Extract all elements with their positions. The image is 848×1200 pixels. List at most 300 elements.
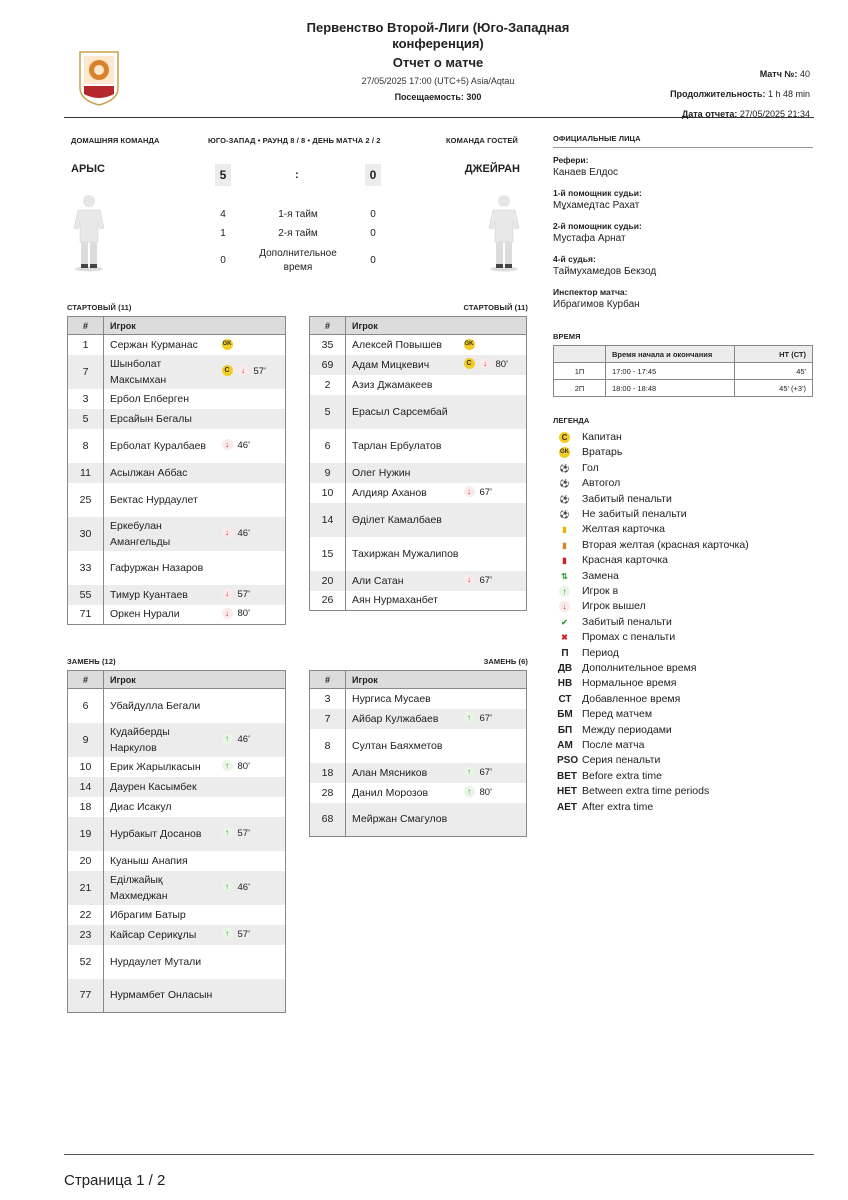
- time-table: [553, 345, 813, 397]
- legend-text: Дополнительное время: [582, 662, 697, 674]
- player-name: Кудайберды Наркулов: [104, 723, 220, 757]
- player-in-icon: ↑: [222, 928, 233, 939]
- player-row: [310, 395, 527, 429]
- round-label: ЮГО-ЗАПАД • РАУНД 8 / 8 • ДЕНЬ МАТЧА 2 / 2: [208, 136, 381, 145]
- player-name: Сержан Курманас: [110, 338, 198, 351]
- player-events: [462, 375, 527, 395]
- away-subs-table: [309, 670, 527, 837]
- player-name: Ербол Епберген: [110, 392, 190, 405]
- player-name: Алан Мясников: [346, 763, 462, 783]
- period-et-home: 0: [220, 255, 226, 266]
- goal-icon: ⚽: [559, 463, 570, 473]
- official-role: Рефери:: [553, 155, 589, 165]
- legend-label: ЛЕГЕНДА: [553, 416, 590, 425]
- player-events: [462, 355, 527, 375]
- player-events: [220, 551, 286, 585]
- player-row: [68, 463, 286, 483]
- player-events: [462, 591, 527, 611]
- legend-text: Before extra time: [582, 769, 662, 782]
- player-events: [220, 585, 286, 605]
- player-events: [220, 925, 286, 945]
- legend-abbr: PSO: [557, 755, 579, 767]
- legend-text: Период: [582, 646, 619, 659]
- player-row: [68, 517, 286, 551]
- player-events: [220, 757, 286, 777]
- period-1-label: 1-я тайм: [278, 209, 318, 220]
- legend-text: Промах с пенальти: [582, 631, 676, 644]
- player-events: [462, 395, 527, 429]
- player-events: [220, 409, 286, 429]
- player-number: 11: [68, 463, 104, 483]
- player-name: Азиз Джамакеев: [352, 378, 433, 391]
- player-row: [68, 757, 286, 777]
- player-events: [220, 797, 286, 817]
- official-entry: [553, 188, 813, 211]
- official-name: Ибрагимов Курбан: [553, 299, 640, 310]
- player-out-icon: ↓: [222, 439, 233, 450]
- player-row: [310, 483, 527, 503]
- col-number: #: [68, 671, 104, 689]
- home-score: 5: [215, 164, 231, 186]
- time-ht: 45': [735, 363, 813, 380]
- player-row: [310, 729, 527, 763]
- player-row: [310, 503, 527, 537]
- player-name: Олег Нужин: [346, 463, 462, 483]
- official-name: Канаев Елдос: [553, 167, 619, 178]
- player-name: Султан Баяхметов: [352, 739, 443, 752]
- player-events: [462, 537, 527, 571]
- player-events: [462, 483, 527, 503]
- player-events: [462, 763, 527, 783]
- player-events: [220, 517, 286, 551]
- player-row: [310, 571, 527, 591]
- player-out-icon: ↓: [464, 486, 475, 497]
- player-name: Нургиса Мусаев: [352, 692, 431, 705]
- match-no: 40: [799, 69, 810, 79]
- player-name: Айбар Кулжабаев: [346, 709, 462, 729]
- player-events: [462, 803, 527, 837]
- duration: 1 h 48 min: [767, 89, 810, 99]
- player-number: 5: [310, 395, 346, 429]
- away-subs-label: ЗАМЕНЬ (6): [483, 657, 528, 666]
- player-events: [462, 463, 527, 483]
- legend-text: Вторая желтая (красная карточка): [582, 538, 749, 551]
- legend-text: Серия пенальти: [582, 754, 661, 767]
- col-player: Игрок: [346, 317, 527, 335]
- player-events: [220, 905, 286, 925]
- home-team-name: АРЫС: [71, 163, 105, 175]
- legend-text: Нормальное время: [582, 677, 677, 690]
- player-number: 35: [310, 335, 346, 355]
- player-number: 2: [310, 375, 346, 395]
- player-row: [68, 355, 286, 389]
- player-events: [462, 709, 527, 729]
- player-number: 25: [68, 483, 104, 517]
- event-minute: 46': [237, 527, 250, 539]
- penalty-scored-icon: ⚽: [559, 494, 570, 504]
- player-events: [220, 723, 286, 757]
- player-in-icon: ↑: [222, 760, 233, 771]
- player-events: [220, 389, 286, 409]
- legend-text: Замена: [582, 569, 619, 582]
- player-events: [462, 783, 527, 803]
- player-row: [68, 925, 286, 945]
- player-number: 30: [68, 517, 104, 551]
- away-team-name: ДЖЕЙРАН: [464, 163, 520, 175]
- away-team-label: КОМАНДА ГОСТЕЙ: [446, 136, 518, 145]
- player-in-icon: ↑: [464, 786, 475, 797]
- player-row: [68, 551, 286, 585]
- col-number: #: [68, 317, 104, 335]
- footer-divider: [64, 1154, 814, 1155]
- legend-text: Не забитый пенальти: [582, 508, 687, 520]
- player-name: Оркен Нурали: [110, 608, 180, 621]
- legend-text: Между периодами: [582, 723, 672, 736]
- period-2-label: 2-я тайм: [278, 228, 318, 239]
- player-name: Еркебулан Амангельды: [104, 517, 220, 551]
- player-number: 8: [68, 429, 104, 463]
- player-row: [310, 709, 527, 729]
- player-row: [68, 777, 286, 797]
- period-et-label: Дополнительное время: [259, 248, 337, 273]
- player-in-icon: ↑: [222, 827, 233, 838]
- player-number: 9: [68, 723, 104, 757]
- player-name: Нурбакыт Досанов: [104, 817, 220, 851]
- red-card-icon: ▮: [562, 556, 567, 566]
- home-team-label: ДОМАШНЯЯ КОМАНДА: [71, 136, 160, 145]
- player-number: 55: [68, 585, 104, 605]
- legend-abbr: БП: [557, 724, 573, 736]
- player-row: [68, 585, 286, 605]
- event-minute: 46': [237, 439, 250, 451]
- yellow-card-icon: ▮: [562, 525, 567, 535]
- player-name: Шынболат Максымхан: [104, 355, 220, 389]
- player-name: Убайдулла Бегали: [110, 699, 201, 712]
- player-row: [68, 605, 286, 625]
- legend-abbr: НВ: [557, 678, 573, 690]
- player-number: 52: [68, 945, 104, 979]
- player-name: Данил Морозов: [352, 786, 429, 799]
- penalty-missed-icon: ⚽: [559, 510, 570, 519]
- captain-icon: C: [464, 358, 475, 369]
- competition-title: Первенство Второй-Лиги (Юго-Западная конференция): [306, 20, 570, 51]
- player-number: 23: [68, 925, 104, 945]
- player-events: [220, 817, 286, 851]
- player-name: Али Сатан: [346, 571, 462, 591]
- player-in-icon: ↑: [222, 733, 233, 744]
- goalkeeper-icon: GK: [464, 339, 475, 350]
- legend-abbr: АМ: [557, 740, 573, 751]
- time-period: 2П: [554, 380, 606, 397]
- player-number: 22: [68, 905, 104, 925]
- event-minute: 57': [253, 365, 266, 377]
- player-name: Даурен Касымбек: [104, 777, 220, 797]
- player-number: 26: [310, 591, 346, 611]
- player-name: Тимур Куантаев: [104, 585, 220, 605]
- player-events: [462, 335, 527, 355]
- legend-text: Игрок вышел: [582, 600, 646, 613]
- time-range: 17:00 - 17:45: [606, 363, 735, 380]
- player-row: [68, 797, 286, 817]
- player-row: [68, 979, 286, 1013]
- player-events: [220, 429, 286, 463]
- player-name: Кайсар Серикұлы: [104, 925, 220, 945]
- player-name: Нурмамбет Онласын: [104, 979, 220, 1013]
- legend-text: Игрок в: [582, 585, 619, 597]
- event-minute: 57': [237, 928, 250, 940]
- official-role: Инспектор матча:: [553, 287, 628, 297]
- report-subtitle: Отчет о матче: [392, 55, 484, 70]
- match-meta: [670, 64, 810, 124]
- player-number: 5: [68, 409, 104, 429]
- player-number: 3: [310, 689, 346, 709]
- duration-label: Продолжительность:: [670, 89, 766, 99]
- time-col-period: [554, 346, 606, 363]
- player-name: Гафуржан Назаров: [110, 561, 204, 574]
- event-minute: 67': [479, 712, 492, 724]
- player-events: [462, 729, 527, 763]
- player-name: Алексей Повышев: [352, 338, 442, 351]
- report-header: [64, 14, 814, 118]
- player-row: [310, 355, 527, 375]
- player-number: 69: [310, 355, 346, 375]
- player-number: 20: [310, 571, 346, 591]
- player-out-icon: ↓: [222, 527, 233, 538]
- player-events: [462, 429, 527, 463]
- player-row: [68, 871, 286, 905]
- player-out-icon: ↓: [480, 358, 491, 369]
- legend-abbr: СТ: [558, 693, 572, 705]
- player-row: [68, 483, 286, 517]
- legend-text: Добавленное время: [582, 692, 681, 705]
- player-number: 15: [310, 537, 346, 571]
- player-out-icon: ↓: [222, 608, 233, 619]
- event-minute: 80': [479, 786, 492, 798]
- player-name: Алдияр Аханов: [352, 486, 427, 499]
- legend-text: Перед матчем: [582, 708, 653, 721]
- away-kit-icon: [488, 192, 520, 272]
- player-row: [310, 463, 527, 483]
- player-number: 20: [68, 851, 104, 871]
- legend-text: Автогол: [582, 477, 621, 490]
- period-1-home: 4: [220, 209, 226, 220]
- official-name: Мустафа Арнат: [553, 233, 626, 244]
- period-2-home: 1: [220, 228, 226, 239]
- time-row: [554, 363, 813, 380]
- player-name: Бектас Нурдаулет: [110, 493, 198, 506]
- player-row: [68, 723, 286, 757]
- score-separator: :: [295, 169, 299, 181]
- player-name: Диас Исакул: [110, 800, 172, 813]
- player-number: 18: [68, 797, 104, 817]
- legend-text: Забитый пенальти: [582, 615, 672, 628]
- event-minute: 57': [237, 588, 250, 600]
- time-range: 18:00 - 18:48: [606, 380, 735, 397]
- period-2-away: 0: [370, 228, 376, 239]
- time-col-ht: HT (СТ): [735, 346, 813, 363]
- player-row: [310, 429, 527, 463]
- legend-abbr: BET: [557, 770, 577, 782]
- player-name: Адам Мицкевич: [346, 355, 462, 375]
- player-row: [68, 429, 286, 463]
- player-number: 77: [68, 979, 104, 1013]
- player-number: 14: [310, 503, 346, 537]
- player-number: 10: [310, 483, 346, 503]
- legend-text: Вратарь: [582, 446, 623, 459]
- player-row: [310, 375, 527, 395]
- time-ht: 45' (+3'): [735, 380, 813, 397]
- player-events: [220, 689, 286, 723]
- away-starting-label: СТАРТОВЫЙ (11): [463, 303, 528, 312]
- player-number: 21: [68, 871, 104, 905]
- player-name: Әділет Камалбаев: [346, 503, 462, 537]
- player-events: [462, 689, 527, 709]
- captain-icon: C: [559, 432, 570, 443]
- period-et-away: 0: [370, 255, 376, 266]
- goalkeeper-icon: GK: [222, 339, 233, 350]
- player-row: [68, 905, 286, 925]
- player-events: [462, 571, 527, 591]
- player-in-icon: ↑: [464, 712, 475, 723]
- player-number: 1: [68, 335, 104, 355]
- official-entry: [553, 254, 813, 277]
- player-name: Аян Нурмаханбет: [352, 594, 438, 607]
- official-name: Мұхамедтас Рахат: [553, 200, 640, 211]
- report-date: 27/05/2025 21:34: [739, 109, 810, 119]
- player-out-icon: ↓: [559, 601, 570, 612]
- player-events: [220, 335, 286, 355]
- official-role: 1-й помощник судьи:: [553, 188, 642, 198]
- match-no-label: Матч №:: [759, 69, 798, 79]
- player-events: [220, 871, 286, 905]
- player-number: 6: [310, 429, 346, 463]
- player-events: [462, 503, 527, 537]
- away-score: 0: [365, 164, 381, 186]
- time-col-range: Время начала и окончания: [606, 346, 735, 363]
- player-number: 68: [310, 803, 346, 837]
- legend-text: Гол: [582, 461, 599, 474]
- player-name: Ерик Жарылкасын: [110, 760, 201, 773]
- player-in-icon: ↑: [559, 586, 570, 597]
- legend-text: Капитан: [582, 431, 622, 443]
- player-name: Ерасыл Сарсембай: [346, 395, 462, 429]
- player-row: [68, 817, 286, 851]
- legend-abbr: HET: [557, 786, 577, 798]
- shootout-scored-icon: ✔: [561, 617, 568, 627]
- official-entry: [553, 221, 813, 244]
- event-minute: 67': [479, 486, 492, 498]
- player-events: [220, 605, 286, 625]
- player-row: [310, 335, 527, 355]
- player-row: [310, 763, 527, 783]
- player-row: [68, 389, 286, 409]
- player-number: 3: [68, 389, 104, 409]
- event-minute: 57': [237, 827, 250, 839]
- legend-abbr: П: [561, 647, 569, 659]
- player-number: 19: [68, 817, 104, 851]
- col-player: Игрок: [104, 317, 286, 335]
- official-entry: [553, 155, 813, 178]
- player-name: Ерболат Куралбаев: [110, 439, 207, 452]
- player-number: 6: [68, 689, 104, 723]
- player-in-icon: ↑: [464, 766, 475, 777]
- time-row: [554, 380, 813, 397]
- player-number: 71: [68, 605, 104, 625]
- player-events: [220, 355, 286, 389]
- col-player: Игрок: [346, 671, 527, 689]
- player-row: [310, 803, 527, 837]
- player-name: Асылжан Аббас: [104, 463, 220, 483]
- home-subs-table: [67, 670, 286, 1013]
- match-datetime: 27/05/2025 17:00 (UTC+5) Asia/Aqtau: [361, 76, 515, 86]
- legend-abbr: БМ: [557, 709, 573, 721]
- player-name: Ибрагим Батыр: [110, 908, 186, 921]
- event-minute: 46': [237, 733, 250, 745]
- legend-text: Желтая карточка: [582, 523, 666, 536]
- officials-label: ОФИЦИАЛЬНЫЕ ЛИЦА: [553, 134, 813, 148]
- player-row: [68, 689, 286, 723]
- second-yellow-icon: ▮: [562, 540, 567, 550]
- event-minute: 67': [479, 766, 492, 778]
- player-events: [220, 979, 286, 1013]
- away-starting-table: [309, 316, 527, 611]
- player-name: Мейржан Смагулов: [346, 803, 462, 837]
- player-name: Нурдаулет Мутали: [110, 955, 202, 968]
- player-row: [310, 591, 527, 611]
- event-minute: 80': [237, 760, 250, 772]
- home-subs-label: ЗАМЕНЬ (12): [67, 657, 116, 666]
- player-name: Куаныш Анапия: [110, 854, 188, 867]
- player-row: [310, 537, 527, 571]
- player-name: Тахиржан Мужалипов: [352, 547, 459, 560]
- legend-text: После матча: [582, 739, 645, 751]
- event-minute: 80': [495, 358, 508, 370]
- player-name: Еділжайық Махмеджан: [104, 871, 220, 905]
- player-number: 10: [68, 757, 104, 777]
- period-1-away: 0: [370, 209, 376, 220]
- official-entry: [553, 287, 813, 310]
- legend-abbr: ДВ: [557, 663, 573, 674]
- legend-text: After extra time: [582, 800, 654, 813]
- player-in-icon: ↑: [222, 881, 233, 892]
- player-row: [68, 945, 286, 979]
- player-out-icon: ↓: [464, 574, 475, 585]
- player-row: [68, 851, 286, 871]
- shootout-missed-icon: ✖: [561, 633, 568, 643]
- officials-list: [553, 155, 813, 320]
- event-minute: 80': [237, 608, 250, 620]
- event-minute: 67': [479, 574, 492, 586]
- player-events: [220, 777, 286, 797]
- captain-icon: C: [222, 365, 233, 376]
- goalkeeper-icon: GK: [559, 447, 570, 458]
- player-row: [68, 335, 286, 355]
- home-starting-table: [67, 316, 286, 625]
- legend-text: Красная карточка: [582, 554, 668, 567]
- player-row: [68, 409, 286, 429]
- event-minute: 46': [237, 881, 250, 893]
- official-role: 4-й судья:: [553, 254, 596, 264]
- player-events: [220, 483, 286, 517]
- home-starting-label: СТАРТОВЫЙ (11): [67, 303, 132, 312]
- player-number: 14: [68, 777, 104, 797]
- attendance: Посещаемость: 300: [394, 92, 482, 102]
- col-number: #: [310, 317, 346, 335]
- player-events: [220, 463, 286, 483]
- player-name: Ерсайын Бегалы: [104, 409, 220, 429]
- player-out-icon: ↓: [238, 365, 249, 376]
- time-period: 1П: [554, 363, 606, 380]
